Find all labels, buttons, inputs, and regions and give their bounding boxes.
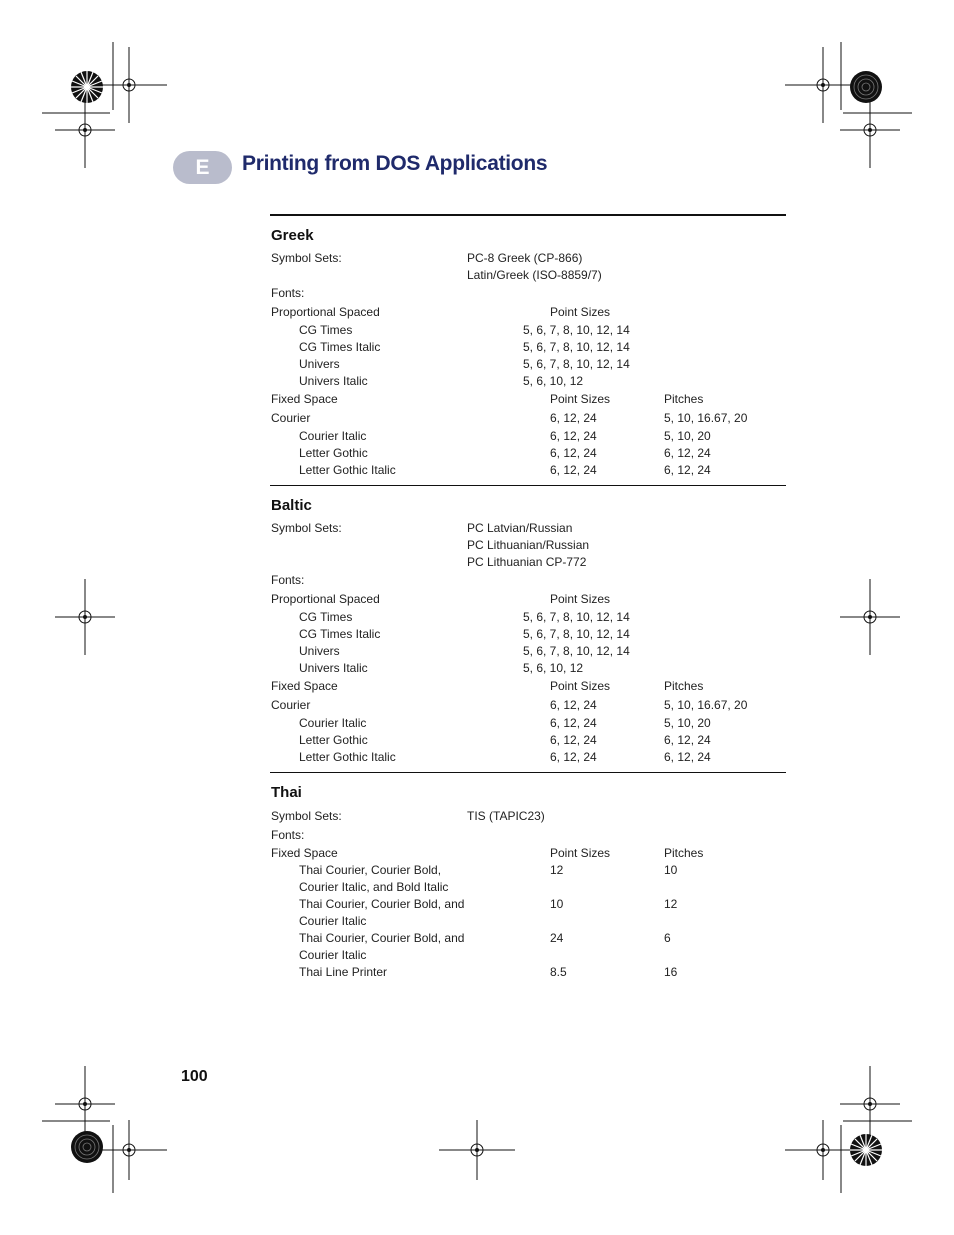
- point-sizes: 5, 6, 7, 8, 10, 12, 14: [523, 323, 630, 337]
- point-sizes: 6, 12, 24: [550, 716, 597, 730]
- page-number: 100: [181, 1068, 208, 1085]
- font-row-continued: [270, 913, 786, 930]
- font-row: [270, 445, 786, 462]
- symbol-sets-row: [270, 520, 786, 537]
- font-name: Univers Italic: [299, 374, 368, 388]
- font-name: Univers Italic: [299, 661, 368, 675]
- font-row: [270, 896, 786, 913]
- section-title-greek: Greek: [271, 227, 314, 244]
- point-sizes: 6, 12, 24: [550, 750, 597, 764]
- font-name: CG Times Italic: [299, 627, 381, 641]
- fonts-label: Fonts:: [271, 828, 305, 842]
- font-row: [270, 862, 786, 879]
- point-sizes: 6, 12, 24: [550, 733, 597, 747]
- font-row: [270, 428, 786, 445]
- proportional-header: [270, 590, 786, 609]
- point-sizes: 6, 12, 24: [550, 446, 597, 460]
- font-row: [270, 696, 786, 715]
- font-row: [270, 626, 786, 643]
- font-row: [270, 660, 786, 677]
- point-sizes: 5, 6, 10, 12: [523, 661, 584, 675]
- pitches: 6: [664, 931, 671, 945]
- fonts-label: Fonts:: [271, 573, 305, 587]
- font-row: [270, 356, 786, 373]
- symbol-sets-row: [270, 554, 786, 571]
- pitches: 16: [664, 965, 678, 979]
- proportional-spaced-label: Proportional Spaced: [271, 305, 380, 319]
- symbol-set: PC Latvian/Russian: [467, 521, 573, 535]
- symbol-sets-row: [270, 267, 786, 284]
- fixed-space-label: Fixed Space: [271, 846, 338, 860]
- font-row: [270, 732, 786, 749]
- font-name: Thai Courier, Courier Bold, and: [299, 931, 465, 945]
- point-sizes: 5, 6, 7, 8, 10, 12, 14: [523, 627, 630, 641]
- pitches: 5, 10, 16.67, 20: [664, 411, 748, 425]
- font-name: Letter Gothic Italic: [299, 750, 396, 764]
- font-row: [270, 715, 786, 732]
- font-row: [270, 643, 786, 660]
- font-name: Letter Gothic: [299, 446, 368, 460]
- fonts-label: Fonts:: [271, 286, 305, 300]
- point-sizes-header: Point Sizes: [550, 679, 611, 693]
- section-title-thai: Thai: [271, 784, 302, 801]
- pitches: 5, 10, 20: [664, 429, 711, 443]
- font-name: Thai Courier, Courier Bold, and: [299, 897, 465, 911]
- chapter-badge: E: [173, 151, 232, 184]
- symbol-sets-label: Symbol Sets:: [271, 521, 342, 535]
- point-sizes: 6, 12, 24: [550, 429, 597, 443]
- section-divider: [270, 214, 786, 216]
- chapter-title: Printing from DOS Applications: [242, 152, 548, 175]
- font-name: Thai Courier, Courier Bold,: [299, 863, 442, 877]
- font-name: CG Times: [299, 610, 353, 624]
- font-name: Courier Italic, and Bold Italic: [299, 880, 449, 894]
- section-divider: [270, 772, 786, 773]
- symbol-set: Latin/Greek (ISO-8859/7): [467, 268, 602, 282]
- pitches: 6, 12, 24: [664, 446, 711, 460]
- symbol-set: TIS (TAPIC23): [467, 809, 545, 823]
- point-sizes: 6, 12, 24: [550, 463, 597, 477]
- section-title-baltic: Baltic: [271, 497, 312, 514]
- fixed-header: [270, 845, 786, 862]
- point-sizes: 5, 6, 7, 8, 10, 12, 14: [523, 340, 630, 354]
- point-sizes: 5, 6, 7, 8, 10, 12, 14: [523, 644, 630, 658]
- proportional-header: [270, 303, 786, 322]
- fixed-space-label: Fixed Space: [271, 679, 338, 693]
- point-sizes-header: Point Sizes: [550, 305, 611, 319]
- font-row: [270, 322, 786, 339]
- pitches: 5, 10, 16.67, 20: [664, 698, 748, 712]
- point-sizes-header: Point Sizes: [550, 392, 611, 406]
- symbol-set: PC Lithuanian/Russian: [467, 538, 590, 552]
- pitches: 10: [664, 863, 678, 877]
- font-name: Letter Gothic Italic: [299, 463, 396, 477]
- font-name: Letter Gothic: [299, 733, 368, 747]
- font-name: Courier Italic: [299, 716, 367, 730]
- section-divider: [270, 485, 786, 486]
- font-name: Courier: [271, 698, 311, 712]
- symbol-sets-label: Symbol Sets:: [271, 251, 342, 265]
- symbol-sets-label: Symbol Sets:: [271, 809, 342, 823]
- font-row-continued: [270, 879, 786, 896]
- point-sizes: 6, 12, 24: [550, 698, 597, 712]
- symbol-sets-row: [270, 807, 786, 826]
- font-name: Courier Italic: [299, 914, 367, 928]
- pitches-header: Pitches: [664, 392, 704, 406]
- symbol-set: PC Lithuanian CP-772: [467, 555, 587, 569]
- proportional-spaced-label: Proportional Spaced: [271, 592, 380, 606]
- pitches-header: Pitches: [664, 679, 704, 693]
- font-name: Univers: [299, 357, 340, 371]
- point-sizes: 8.5: [550, 965, 567, 979]
- font-row: [270, 964, 786, 981]
- pitches: 5, 10, 20: [664, 716, 711, 730]
- fixed-header: [270, 677, 786, 696]
- font-name: Courier Italic: [299, 948, 367, 962]
- font-name: CG Times: [299, 323, 353, 337]
- fonts-row: [270, 571, 786, 590]
- point-sizes: 10: [550, 897, 564, 911]
- point-sizes-header: Point Sizes: [550, 846, 611, 860]
- point-sizes: 12: [550, 863, 564, 877]
- font-name: Univers: [299, 644, 340, 658]
- fixed-space-label: Fixed Space: [271, 392, 338, 406]
- font-name: Thai Line Printer: [299, 965, 388, 979]
- symbol-sets-row: [270, 537, 786, 554]
- fonts-row: [270, 284, 786, 303]
- point-sizes: 5, 6, 10, 12: [523, 374, 584, 388]
- pitches-header: Pitches: [664, 846, 704, 860]
- font-tables: [270, 214, 786, 981]
- point-sizes: 5, 6, 7, 8, 10, 12, 14: [523, 357, 630, 371]
- point-sizes-header: Point Sizes: [550, 592, 611, 606]
- point-sizes: 24: [550, 931, 564, 945]
- symbol-set: PC-8 Greek (CP-866): [467, 251, 583, 265]
- font-name: Courier: [271, 411, 311, 425]
- pitches: 6, 12, 24: [664, 733, 711, 747]
- pitches: 6, 12, 24: [664, 750, 711, 764]
- font-row: [270, 409, 786, 428]
- point-sizes: 6, 12, 24: [550, 411, 597, 425]
- font-row: [270, 339, 786, 356]
- font-name: Courier Italic: [299, 429, 367, 443]
- font-row: [270, 609, 786, 626]
- fonts-row: [270, 826, 786, 845]
- font-name: CG Times Italic: [299, 340, 381, 354]
- fixed-header: [270, 390, 786, 409]
- font-row: [270, 373, 786, 390]
- symbol-sets-row: [270, 250, 786, 267]
- font-row: [270, 930, 786, 947]
- point-sizes: 5, 6, 7, 8, 10, 12, 14: [523, 610, 630, 624]
- pitches: 6, 12, 24: [664, 463, 711, 477]
- font-row: [270, 749, 786, 766]
- pitches: 12: [664, 897, 678, 911]
- font-row-continued: [270, 947, 786, 964]
- font-row: [270, 462, 786, 479]
